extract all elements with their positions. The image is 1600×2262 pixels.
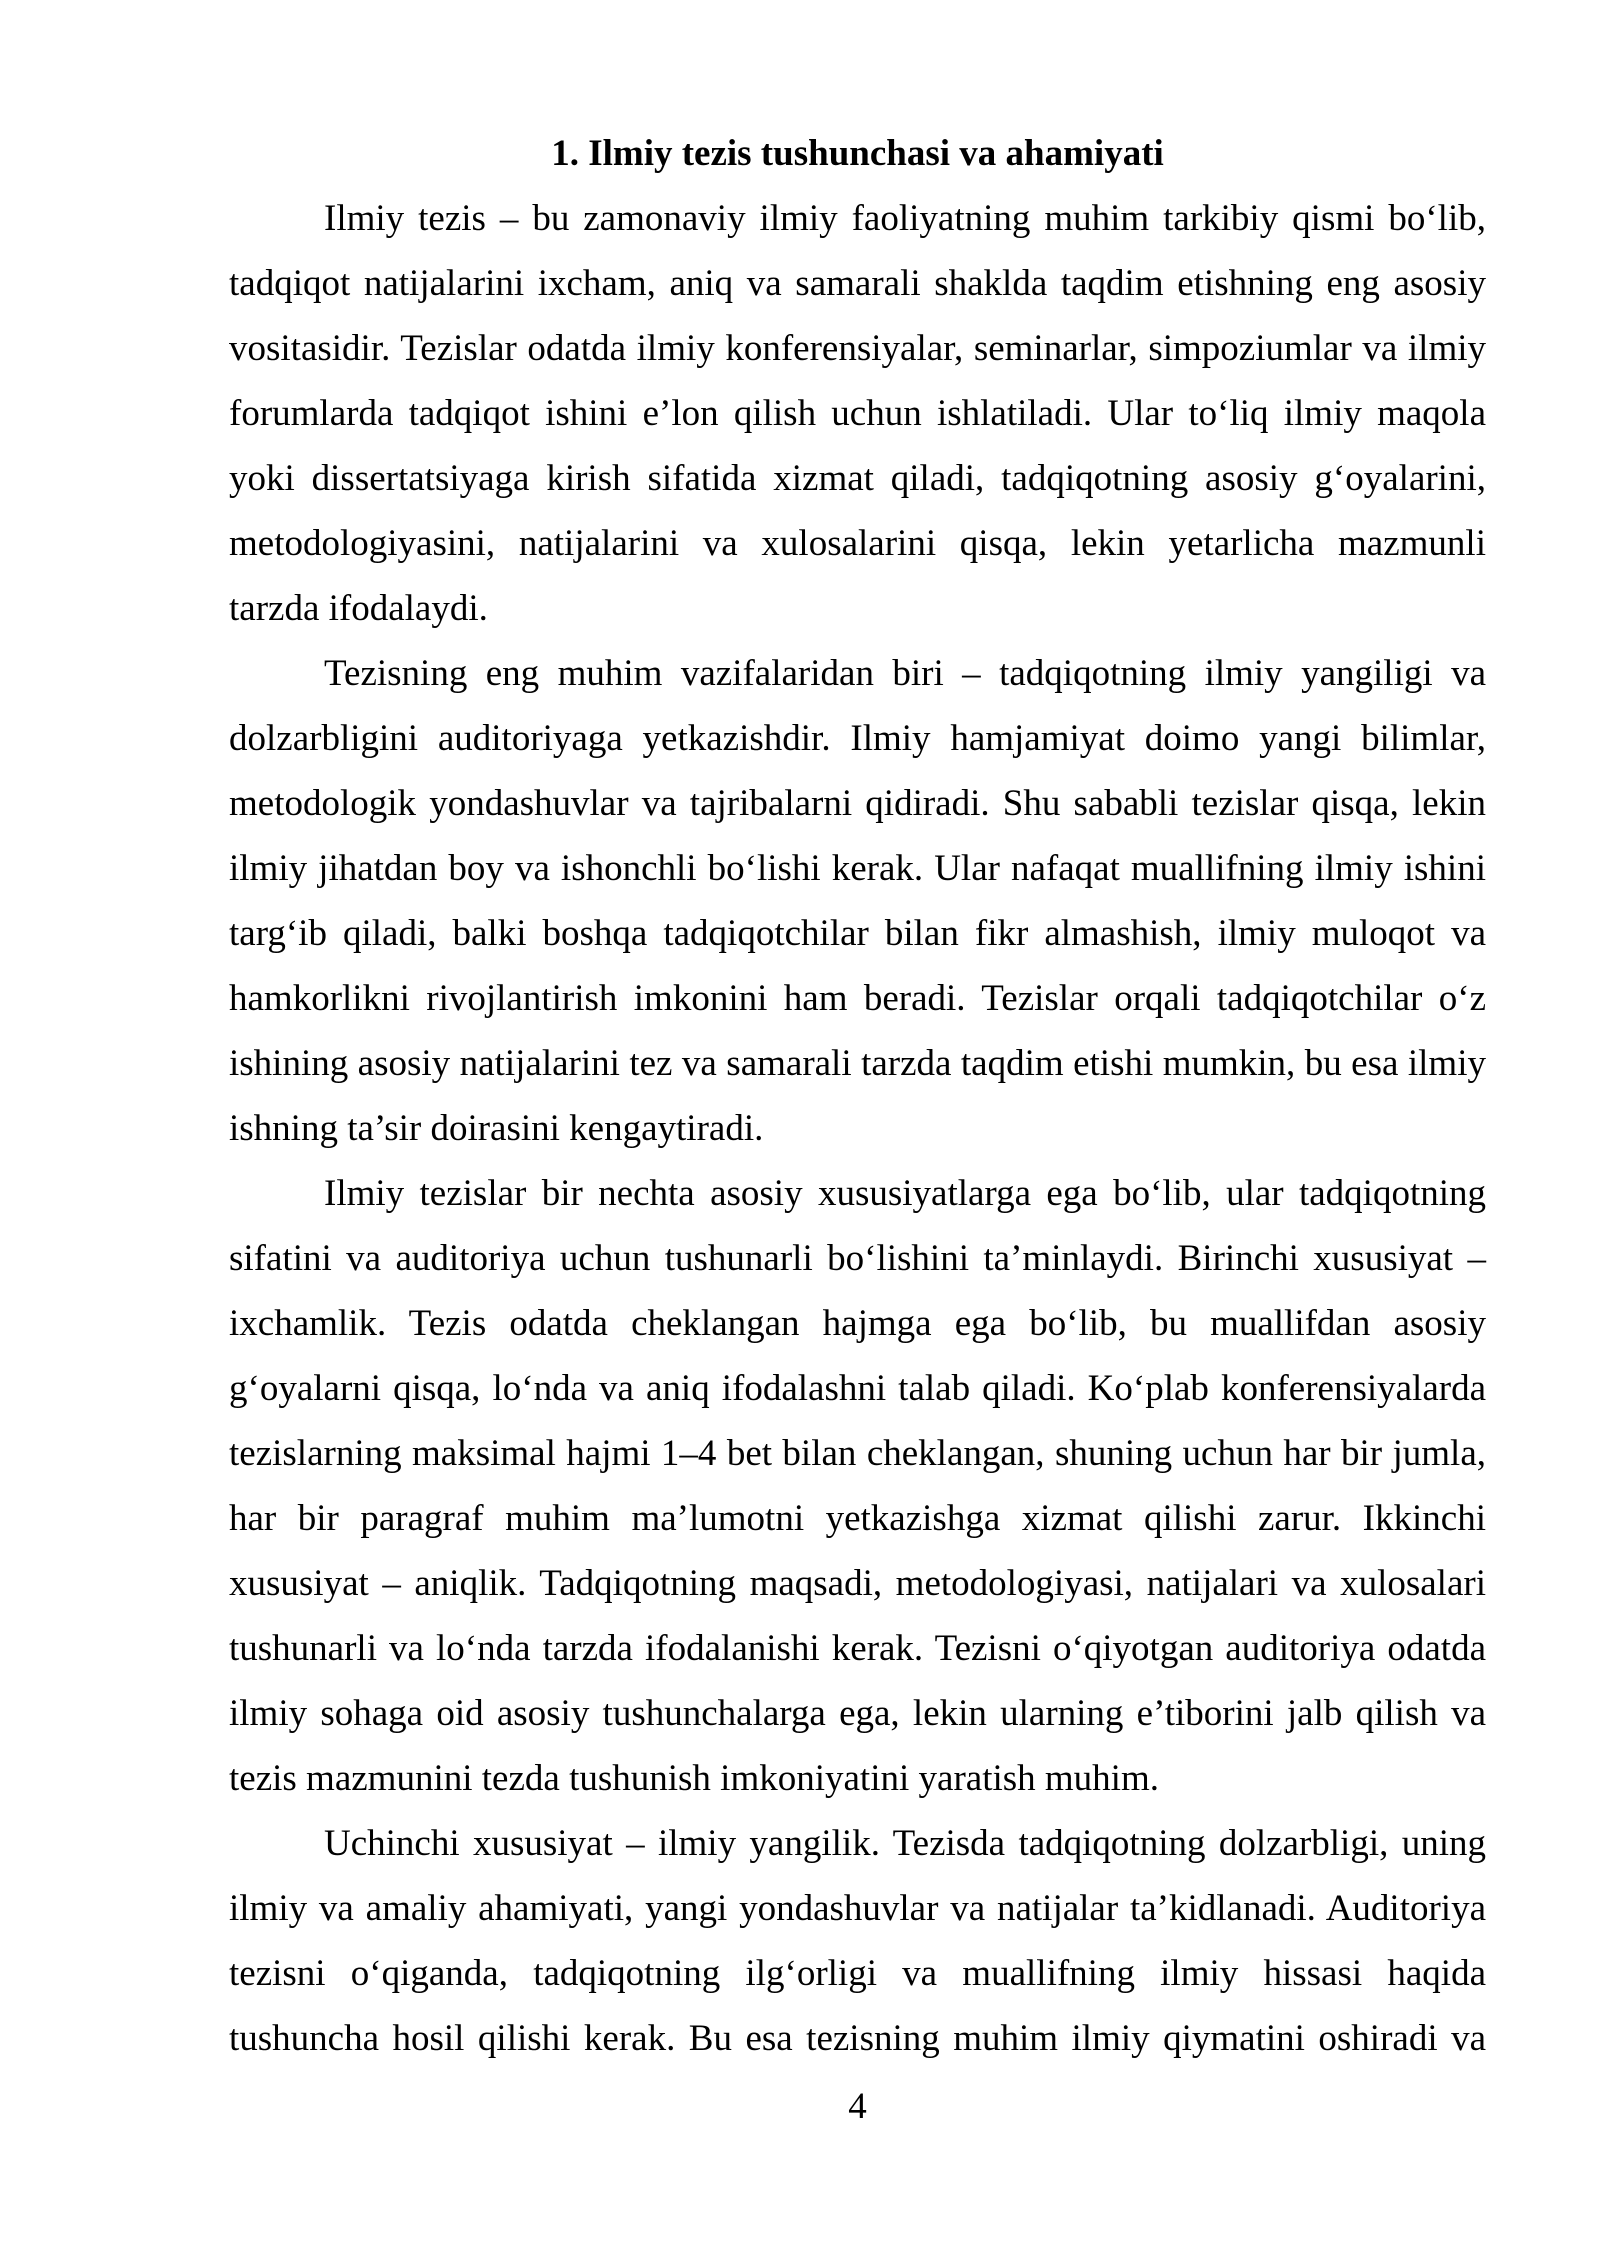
text-line: g‘oyalarni qisqa, lo‘nda va aniq ifodalashni talab qiladi. Ko‘plab konferensiyalarda (229, 1368, 1486, 1409)
text-line: dolzarbligini auditoriyaga yetkazishdir. Ilmiy hamjamiyat doimo yangi bilimlar, (229, 718, 1486, 759)
text-line: Ilmiy tezis – bu zamonaviy ilmiy faoliyatning muhim tarkibiy qismi bo‘lib, (324, 198, 1486, 239)
section-title: 1. Ilmiy tezis tushunchasi va ahamiyati (551, 133, 1164, 174)
text-line: tarzda ifodalaydi. (229, 588, 488, 629)
text-line: har bir paragraf muhim ma’lumotni yetkazishga xizmat qilishi zarur. Ikkinchi (229, 1498, 1486, 1539)
text-line: xususiyat – aniqlik. Tadqiqotning maqsadi, metodologiyasi, natijalari va xulosalari (229, 1563, 1486, 1604)
paragraph-4 (229, 1811, 1486, 2071)
text-line: tezisni o‘qiganda, tadqiqotning ilg‘orligi va muallifning ilmiy hissasi haqida (229, 1953, 1486, 1994)
text-line: tushuncha hosil qilishi kerak. Bu esa tezisning muhim ilmiy qiymatini oshiradi va (229, 2018, 1486, 2059)
text-line: ilmiy sohaga oid asosiy tushunchalarga ega, lekin ularning e’tiborini jalb qilish va (229, 1693, 1486, 1734)
text-line: tushunarli va lo‘nda tarzda ifodalanishi kerak. Tezisni o‘qiyotgan auditoriya odatda (229, 1628, 1486, 1669)
text-line: sifatini va auditoriya uchun tushunarli bo‘lishini ta’minlaydi. Birinchi xususiyat – (229, 1238, 1486, 1279)
text-line: ilmiy jihatdan boy va ishonchli bo‘lishi kerak. Ular nafaqat muallifning ilmiy ishini (229, 848, 1486, 889)
text-line: ilmiy va amaliy ahamiyati, yangi yondashuvlar va natijalar ta’kidlanadi. Auditoriya (229, 1888, 1486, 1929)
text-line: Ilmiy tezislar bir nechta asosiy xususiyatlarga ega bo‘lib, ular tadqiqotning (324, 1173, 1486, 1214)
text-line: Uchinchi xususiyat – ilmiy yangilik. Tezisda tadqiqotning dolzarbligi, uning (324, 1823, 1486, 1864)
text-line: Tezisning eng muhim vazifalaridan biri – tadqiqotning ilmiy yangiligi va (324, 653, 1486, 694)
text-line: metodologik yondashuvlar va tajribalarni qidiradi. Shu sababli tezislar qisqa, lekin (229, 783, 1486, 824)
paragraph-2 (229, 641, 1486, 1161)
paragraph-1 (229, 186, 1486, 641)
text-line: tadqiqot natijalarini ixcham, aniq va samarali shaklda taqdim etishning eng asosiy (229, 263, 1486, 304)
text-line: hamkorlikni rivojlantirish imkonini ham beradi. Tezislar orqali tadqiqotchilar o‘z (229, 978, 1486, 1019)
text-line: ishning ta’sir doirasini kengaytiradi. (229, 1108, 764, 1149)
paragraph-3 (229, 1161, 1486, 1811)
text-body (229, 121, 1486, 2071)
text-line: yoki dissertatsiyaga kirish sifatida xizmat qiladi, tadqiqotning asosiy g‘oyalarini, (229, 458, 1486, 499)
text-line: ixchamlik. Tezis odatda cheklangan hajmga ega bo‘lib, bu muallifdan asosiy (229, 1303, 1486, 1344)
text-line: ishining asosiy natijalarini tez va samarali tarzda taqdim etishi mumkin, bu esa ilmiy (229, 1043, 1486, 1084)
text-line: targ‘ib qiladi, balki boshqa tadqiqotchilar bilan fikr almashish, ilmiy muloqot va (229, 913, 1486, 954)
text-line: tezis mazmunini tezda tushunish imkoniyatini yaratish muhim. (229, 1758, 1159, 1799)
text-line: vositasidir. Tezislar odatda ilmiy konferensiyalar, seminarlar, simpoziumlar va ilmiy (229, 328, 1486, 369)
text-line: tezislarning maksimal hajmi 1–4 bet bilan cheklangan, shuning uchun har bir jumla, (229, 1433, 1486, 1474)
text-line: forumlarda tadqiqot ishini e’lon qilish uchun ishlatiladi. Ular to‘liq ilmiy maqola (229, 393, 1486, 434)
page-number: 4 (848, 2086, 867, 2127)
text-line: metodologiyasini, natijalarini va xulosalarini qisqa, lekin yetarlicha mazmunli (229, 523, 1486, 564)
